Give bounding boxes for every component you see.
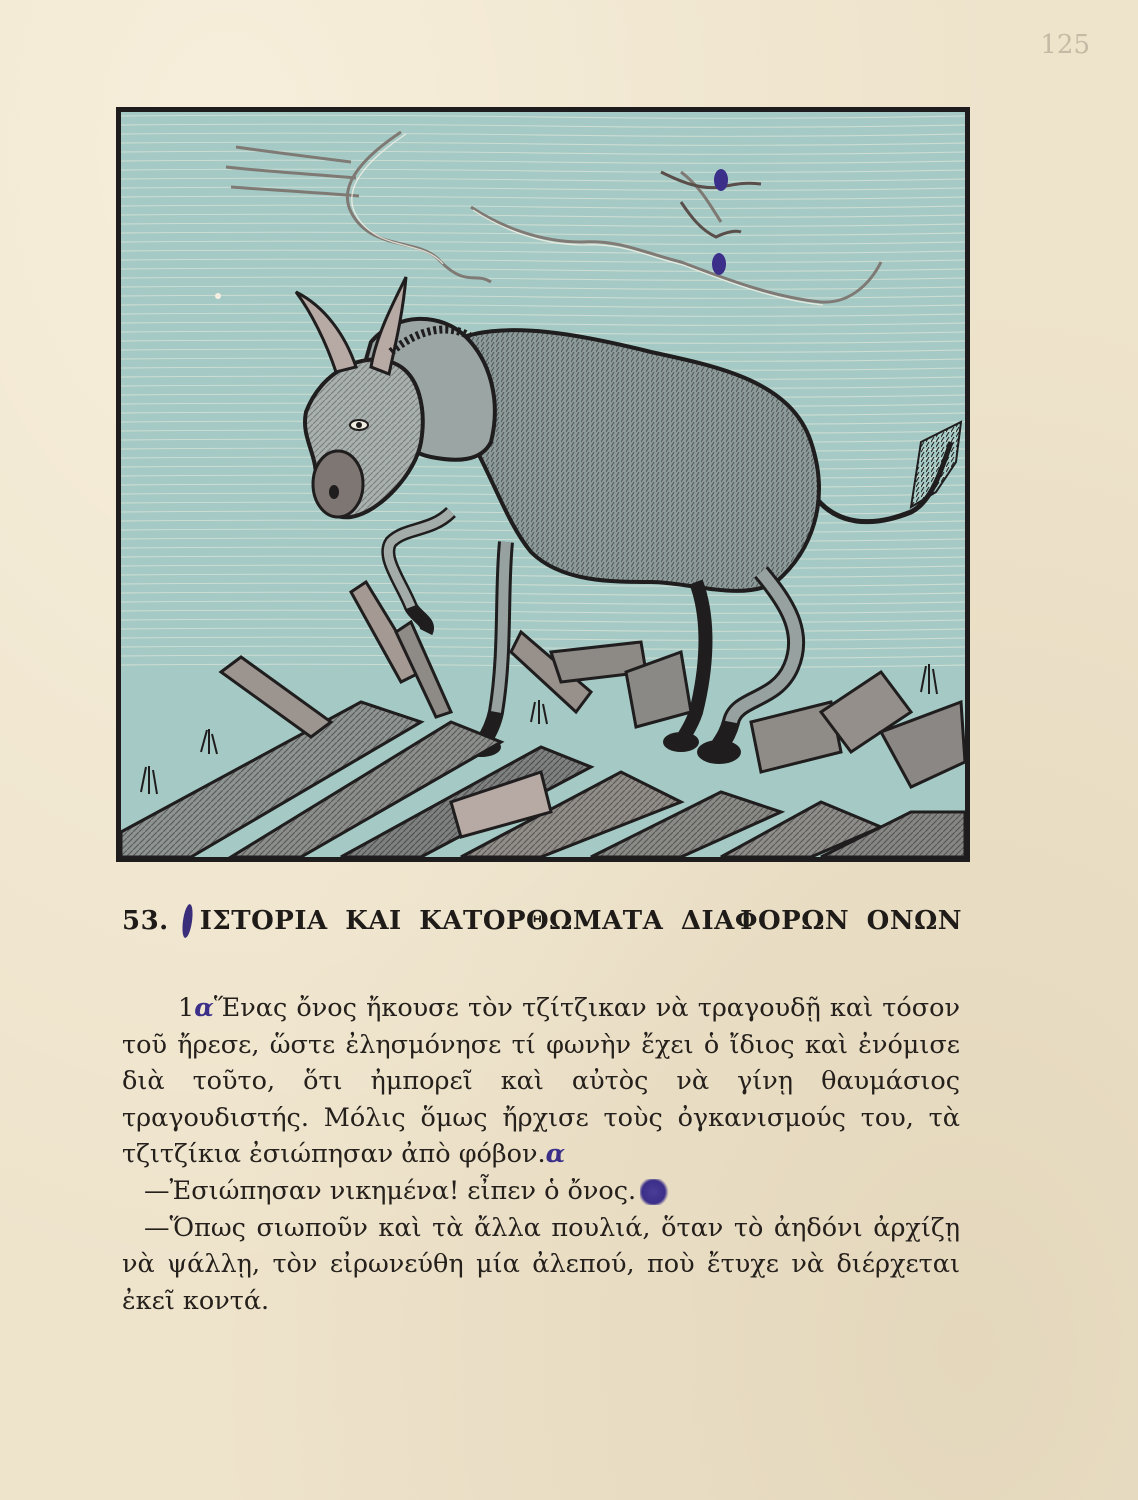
story-heading [122,904,962,938]
paragraph-1-text: Ἕνας ὄνος ἤκουσε τὸν τζίτζικαν νὰ τραγουδῇ καὶ τόσον τοῦ ἤρεσε, ὥστε ἐλησμόνησε τί φωνὴν ἔχει ὁ ἴδιος καὶ ἐνόμισε διὰ τοῦτο, ὅτι ἠμπορεῖ καὶ αὐτὸς νὰ γίνῃ θαυμάσιος τραγουδιστής. Μόλις ὅμως ἤρχισε τοὺς ὀγκανισμούς του, τὰ τζιτζίκια ἐσιώπησαν ἀπὸ φόβον. [122,993,960,1170]
page-number: 125 [1040,30,1090,60]
handwritten-end-mark: α [545,1139,566,1170]
woodcut-image [121,112,965,857]
story-title-text: ΙΣΤΟΡΙΑ ΚΑΙ ΚΑΤΟΡΘΩΜΑΤΑ ΔΙΑΦΟΡΩΝ ΟΝΩΝ [199,906,962,936]
paragraph-3-text: —Ὅπως σιωποῦν καὶ τὰ ἄλλα πουλιά, ὅταν τὸ ἀηδόνι ἀρχίζῃ νὰ ψάλλῃ, τὸν εἰρωνεύθη μία ἀλεπού, ποὺ ἔτυχε νὰ διέρχεται ἐκεῖ κοντά. [122,1212,960,1316]
paragraph-number: 1 [178,993,195,1023]
paragraph-2 [122,1173,960,1210]
paragraph-1 [122,990,960,1173]
donkey-illustration [116,107,970,862]
story-body [122,990,960,1319]
paragraph-2-text: —Ἐσιώπησαν νικημένα! εἶπεν ὁ ὄνος. [144,1175,637,1206]
ink-mark-icon [180,904,194,939]
story-number: 53. [122,906,169,936]
paragraph-3 [122,1210,960,1320]
handwritten-mark: α [194,993,214,1023]
story-title [200,906,962,936]
ink-blot-icon [640,1179,670,1205]
